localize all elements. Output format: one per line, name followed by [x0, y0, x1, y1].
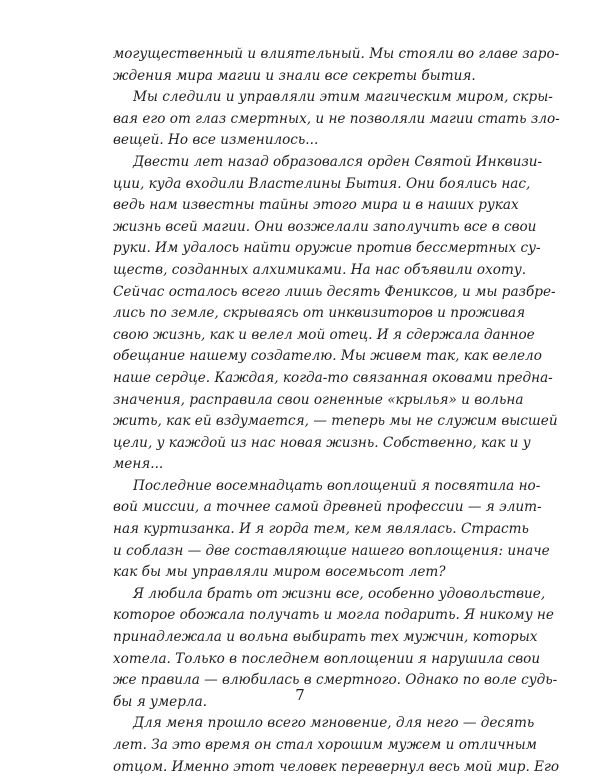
text-line: вещей. Но все изменилось...: [113, 132, 319, 149]
page-number: 7: [295, 686, 305, 704]
text-line: жизнь всей магии. Они возжелали заполучить все в свои: [113, 218, 537, 235]
text-line: лись по земле, скрываясь от инквизиторов и проживая: [113, 305, 526, 322]
text-line: цели, у каждой из нас новая жизнь. Собственно, как и у: [113, 434, 531, 451]
text-line: которое обожала получать и могла подарить. Я никому не: [113, 607, 554, 624]
paragraph: [113, 87, 560, 152]
book-page-text: [113, 44, 560, 778]
text-line: ществ, созданных алхимиками. На нас объявили охоту.: [113, 261, 527, 278]
text-line: лет. За это время он стал хорошим мужем и отличным: [113, 737, 537, 753]
text-line: Для меня прошло всего мгновение, для него — десять: [133, 715, 535, 732]
text-line: могущественный и влиятельный. Мы стояли во главе заро-: [113, 46, 560, 62]
paragraph: [113, 476, 550, 584]
text-line: Сейчас осталось всего лишь десять Фениксов, и мы разбре-: [113, 283, 556, 300]
text-line: бы я умерла.: [113, 693, 207, 710]
text-line: хотела. Только в последнем воплощении я нарушила свои: [113, 650, 541, 667]
text-line: ная куртизанка. И я горда тем, кем являлась. Страсть: [113, 521, 529, 538]
text-line: вой миссии, а точнее самой древней профессии — я элит-: [113, 499, 542, 516]
text-line: значения, расправила свои огненные «крылья» и вольна: [113, 391, 524, 408]
text-line: жить, как ей вздумается, — теперь мы не служим высшей: [113, 413, 558, 430]
text-line: ведь нам известны тайны этого мира и в наших руках: [113, 197, 519, 214]
paragraph: [113, 152, 558, 476]
text-line: Последние восемнадцать воплощений я посвятила но-: [133, 477, 541, 494]
paragraph: [113, 713, 560, 778]
text-line: как бы мы управляли миром восемьсот лет?: [113, 564, 446, 581]
text-line: руки. Им удалось найти оружие против бессмертных су-: [113, 240, 541, 257]
text-line: обещание нашему создателю. Мы живем так, как велело: [113, 348, 542, 365]
text-line: Двести лет назад образовался орден Святой Инквизи-: [133, 153, 543, 170]
text-line: принадлежала и вольна выбирать тех мужчин, которых: [113, 629, 538, 646]
text-line: свою жизнь, как и велел мой отец. И я сдержала данное: [113, 326, 535, 343]
text-line: меня...: [113, 456, 164, 473]
text-line: наше сердце. Каждая, когда-то связанная оковами предна-: [113, 369, 553, 386]
text-line: и соблазн — две составляющие нашего воплощения: иначе: [113, 542, 550, 559]
text-line: же правила — влюбилась в смертного. Однако по воле судь-: [113, 672, 558, 689]
text-line: отцом. Именно этот человек перевернул весь мой мир. Его: [113, 758, 560, 775]
text-line: вая его от глаз смертных, и не позволяли магии стать зло-: [113, 110, 560, 127]
paragraph: [113, 44, 560, 87]
text-line: Я любила брать от жизни все, особенно удовольствие,: [133, 585, 546, 602]
text-line: ждения мира магии и знали все секреты бытия.: [113, 67, 476, 84]
text-line: Мы следили и управляли этим магическим миром, скры-: [133, 89, 553, 106]
text-line: ции, куда входили Властелины Бытия. Они боялись нас,: [113, 175, 531, 192]
